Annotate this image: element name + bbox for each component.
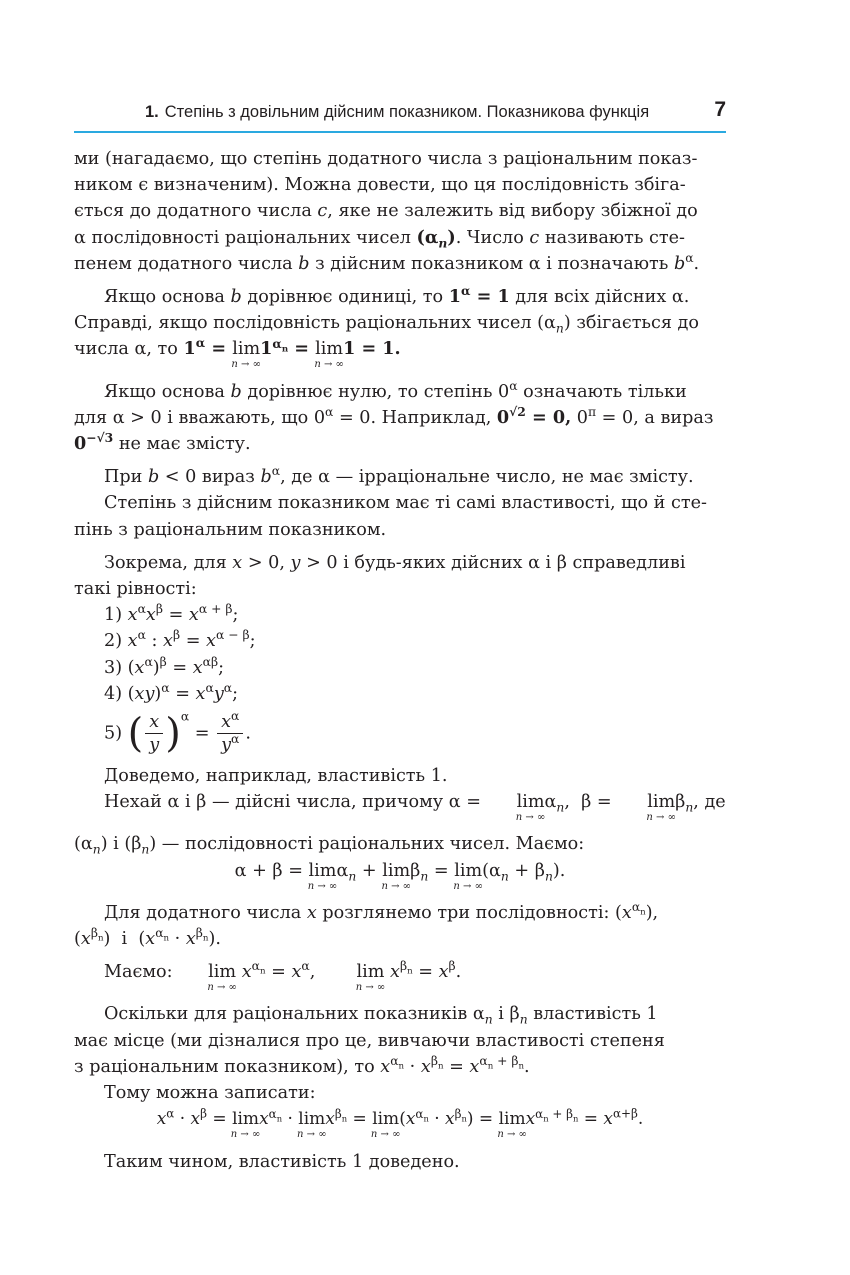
text-line: розглянемо три послідовності: [316,902,615,923]
text-line: називають сте- [539,227,685,248]
text-line: числа α, то [74,339,184,360]
page-body [74,146,726,1175]
lim-subscript: n → ∞ [207,982,237,994]
lim-subscript: n → ∞ [355,982,386,994]
lim-word: lim [232,1109,260,1130]
text-line: збігається до [570,313,699,334]
limit [326,962,386,994]
page-header [74,100,726,128]
lim-subscript: n → ∞ [515,812,546,824]
paragraph: Нехай α і β — дійсні числа, причому α = lim n → ∞ $\alpha_n$, β = lim n → ∞ $\beta_n$, де [104,792,726,824]
limit [178,962,237,994]
text-line: Степінь з дійсним показником має ті самі властивості, що й сте- [104,493,707,514]
list-number: 1) [104,605,123,626]
lim-subscript: n → ∞ [307,880,338,892]
text-line: з дійсним показником α і позначають [309,253,674,274]
limit [487,792,546,824]
text-line: > 0 і будь-яких дійсних α і β справедливі [300,552,686,573]
text-line: Справді, якщо послідовність раціональних чисел [74,313,538,334]
chapter-number: 1. [145,103,159,121]
text-line: (α [74,834,93,855]
lim-subscript: n → ∞ [381,880,411,892]
text-line: для всіх дійсних α. [509,287,690,308]
text-line: Якщо основа [104,381,231,402]
header-rule [74,131,726,133]
text-line: такі рівності: [74,579,197,600]
text-line: має місце (ми дізналися про це, вивчаючи властивості степеня [74,1030,665,1051]
paragraph: При b < 0 вираз $b^\alpha$, де α — ірраціональне число, не має змісту. [104,464,694,488]
paragraph [74,490,726,516]
text-line: Зокрема, для [104,552,233,573]
running-title [145,103,649,122]
text-line: де [698,792,726,813]
text-line: означають тільки [517,381,687,402]
list-number: 5) [104,723,123,744]
lim-subscript: n → ∞ [646,812,676,824]
text-line: дорівнює одиниці, то [241,287,449,308]
lim-word: lim [516,792,545,813]
text-line: і [492,1004,510,1025]
text-line: , яке не залежить від вибору збіжної до [327,201,698,222]
text-line: Якщо основа [104,287,231,308]
lim-word: lim [308,860,337,881]
page-number: 7 [714,98,726,121]
lim-word: lim [647,792,676,813]
lim-word: lim [498,1109,526,1130]
paragraph: ми (нагадаємо, що степінь додатного числа з раціональним показ- ником є визначеним). Можна довести, що ця послідовність збіга- ється до додатного числа c, яке не залежить від вибору збіжної до α послідовності раціональних чисел $(\alpha_n)$. Число c називають сте- пенем додатного числа b з дійсним показником α і позначають $b^\alpha$. [74,149,700,274]
text-line: При [104,467,148,488]
text-line: пенем додатного числа [74,253,299,274]
formula-line: $x^\alpha \cdot x^\beta$ = lim n → ∞ $x^{\alpha_n}$ · lim n → ∞ $x^{\beta_n}$ = lim n → ∞ $(x^{\alpha_n} \cdot x^{\beta_n})$ = lim n → ∞ $x^{\alpha_n + \beta_n} = x^{\alpha+\beta}$. [156,1106,644,1141]
paragraph: Якщо основа b дорівнює одиниці, то $1^\alpha = 1$ для всіх дійсних α. [104,283,690,308]
limit [307,860,338,892]
text-line: ) і (β [100,834,142,855]
text-line: = 0. Наприклад, [333,407,497,428]
text-line: властивість 1 [527,1004,658,1025]
paragraph: Зокрема, для x > 0, y > 0 і будь-яких дійсних α і β справедливі [104,552,686,573]
text-line: пінь з раціональним показником. [74,519,387,540]
list-item: 2) $x^\alpha$ : $x^\beta = x^{\alpha - \beta}$; [104,628,256,652]
lim-subscript: n → ∞ [497,1129,527,1141]
limit [381,860,411,892]
lim-subscript: n → ∞ [230,1129,261,1141]
text-line: для α > 0 і вважають, що 0 [74,407,326,428]
properties-list [74,602,726,756]
paragraph: Якщо основа b дорівнює нулю, то степінь $0^\alpha$ означають тільки [104,378,687,402]
lim-subscript: n → ∞ [370,1129,401,1141]
fraction: $\frac{x^\alpha}{y^\alpha}$ [217,711,243,756]
list-number: 4) [104,683,123,704]
text-line: , а вираз [633,407,714,428]
list-number: 3) [104,657,123,678]
lim-word: lim [356,962,385,983]
text-line: Таким чином, властивість 1 доведено. [104,1151,460,1172]
lim-word: lim [298,1109,326,1130]
list-item: 3) $(x^\alpha)^\beta = x^{\alpha\beta}$; [104,654,225,678]
lim-word: lim [382,860,411,881]
text-line: Маємо: [104,962,179,983]
text-line: α послідовності раціональних чисел [74,227,417,248]
text-line: ) — послідовності раціональних чисел. Маємо: [149,834,585,855]
paragraph [74,1149,726,1175]
fraction: $\frac{x}{y}$ [145,711,163,756]
lim-word: lim [208,962,237,983]
paragraph [74,763,726,789]
lim-subscript: n → ∞ [231,359,261,371]
text-line: ється до додатного числа [74,201,318,222]
text-line: Нехай α і β — дійсні числа, причому [104,792,449,813]
paragraph: Маємо: lim n → ∞ $x^{\alpha_n} = x^\alpha$, lim n → ∞ $x^{\beta_n} = x^\beta$. [104,959,462,994]
limit [314,339,344,371]
text-line: Доведемо, наприклад, властивість 1. [104,766,448,787]
list-item: 1) $x^\alpha x^\beta = x^{\alpha + \beta}$; [104,602,239,626]
text-line: ником є визначеним). Можна довести, що ця послідовність збіга- [74,175,686,196]
chapter-title: Степінь з довільним дійсним показником. Показникова функція [164,103,650,121]
limit [453,860,483,892]
limit [297,1109,327,1141]
paragraph: для α > 0 і вважають, що $0^\alpha = 0$. Наприклад, $0^{√2} = 0$, $0^\pi = 0$, а вираз $0^{-√3}$ не має змісту. [74,403,714,455]
paragraph [74,1080,726,1106]
text-line: і [121,929,128,950]
limit [617,792,676,824]
paragraph [74,517,726,543]
text-line: < 0 вираз [159,467,261,488]
paragraph: $(\alpha_n)$ і $(\beta_n)$ — послідовності раціональних чисел. Маємо: [74,834,585,857]
paragraph: Справді, якщо послідовність раціональних чисел $(\alpha_n)$ збігається до числа α, то $1^\alpha$ = lim n → ∞ $1^{\alpha_n}$ = lim n → ∞ 1 = 1. [74,313,699,371]
text-line: Оскільки для раціональних показників [104,1004,473,1025]
limit [370,1109,401,1141]
text-line: . Число [455,227,530,248]
paragraph: Оскільки для раціональних показників $\alpha_n$ і $\beta_n$ властивість 1 [104,1004,658,1027]
formula-line: α + β = lim n → ∞ $\alpha_n$ + lim n → ∞ $\beta_n$ = lim n → ∞ $(\alpha_n + \beta_n)$. [234,860,566,892]
limit [497,1109,527,1141]
limit [230,1109,261,1141]
list-number: 2) [104,631,123,652]
list-item: 4) $(xy)^\alpha = x^\alpha y^\alpha$; [104,681,239,704]
limit [231,339,261,371]
paragraph [74,576,726,602]
lim-word: lim [315,339,344,360]
lim-word: lim [232,339,261,360]
text-line: дорівнює нулю, то степінь 0 [241,381,510,402]
text-line: ми (нагадаємо, що степінь додатного числа з раціональним показ- [74,149,698,169]
list-item: 5) ( $\frac{x}{y}$ )$^\alpha$ = $\frac{x^\alpha}{y^\alpha}$ . [104,709,251,757]
lim-subscript: n → ∞ [314,359,344,371]
text-line: не має змісту. [113,434,251,455]
text-line: Тому можна записати: [104,1083,316,1104]
text-line: > 0, [242,552,291,573]
paragraph: має місце (ми дізналися про це, вивчаючи властивості степеня з раціональним показником), то $x^{\alpha_n} \cdot x^{\beta_n} = x^{\alpha_n + \beta_n}$. [74,1030,665,1077]
lim-word: lim [372,1109,400,1130]
lim-subscript: n → ∞ [297,1129,327,1141]
text-line: з раціональним показником), то [74,1056,381,1077]
lim-subscript: n → ∞ [453,880,483,892]
text-line: , де α — ірраціональне число, не має змісту. [280,467,694,488]
paragraph: Для додатного числа x розглянемо три послідовності: $(x^{\alpha_n})$, $(x^{\beta_n})$ і $(x^{\alpha_n} \cdot x^{\beta_n})$. [74,900,659,950]
lim-word: lim [454,860,483,881]
text-line: Для додатного числа [104,902,307,923]
